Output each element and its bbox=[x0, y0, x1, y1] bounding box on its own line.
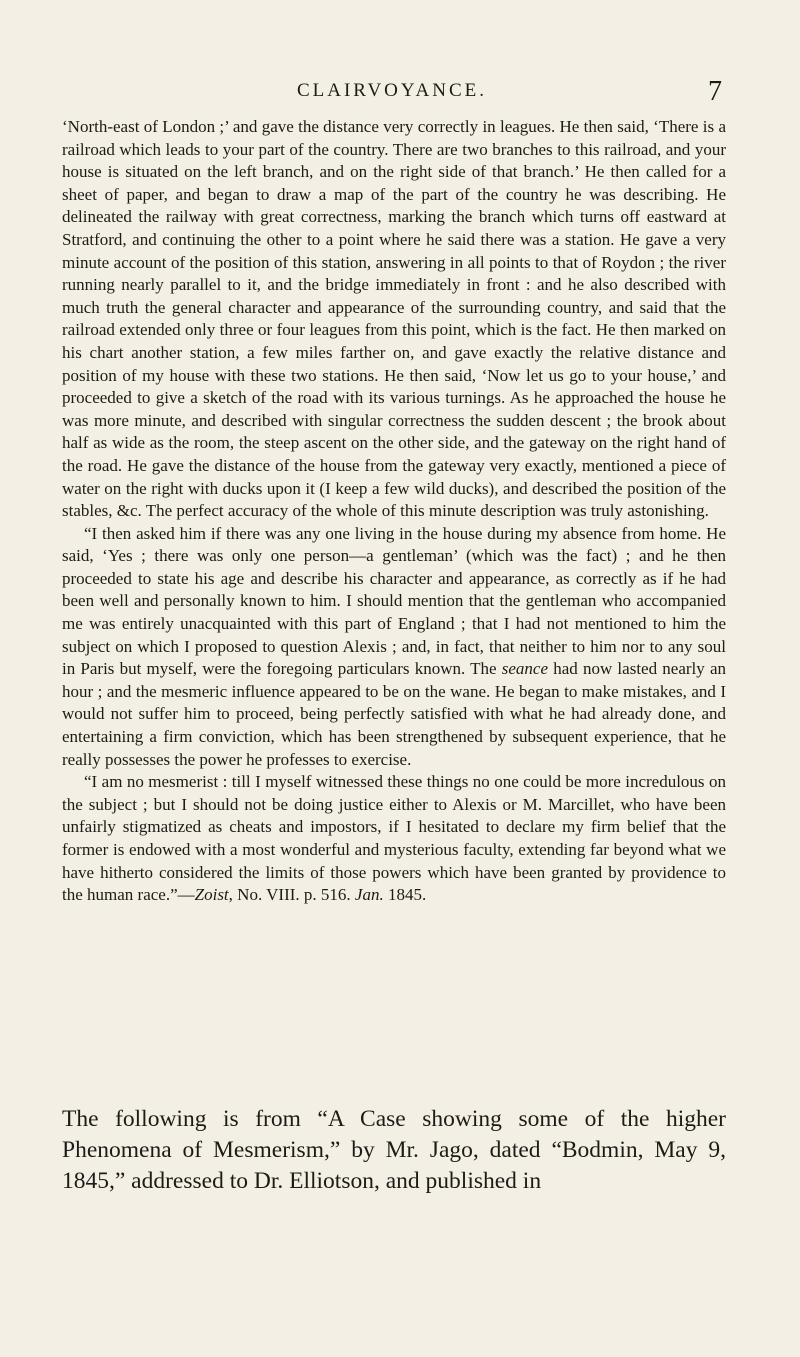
page-number: 7 bbox=[708, 76, 722, 107]
paragraph-text: ‘North-east of London ;’ and gave the distance very correctly in leagues. He then said, ‘There is a railroad which leads to your part of the country. There are two branches to this railroad, and your house is situated on the left branch, and on the right side of that branch.’ He then called for a sheet of paper, and began to draw a map of the part of the country he was describing. He delineated the railway with great correctness, marking the branch which turns off eastward at Stratford, and continuing the other to a point where he said there was a station. He gave a very minute account of the position of this station, answering in all points to that of Roydon ; the river running nearly parallel to it, and the bridge immediately in front : and he also described with much truth the general character and appearance of the surrounding country, and said that the railroad extended only three or four leagues from this point, which is the fact. He then marked on his chart another station, a few miles farther on, and gave exactly the relative distance and position of my house with these two stations. He then said, ‘Now let us go to your house,’ and proceeded to give a sketch of the road with its various turnings. As he approached the house he was more minute, and described with singular correctness the sudden descent ; the brook about half as wide as the room, the steep ascent on the other side, and the gateway on the right hand of the road. He gave the distance of the house from the gateway very exactly, mentioned a piece of water on the right with ducks upon it (I keep a few wild ducks), and described the position of the stables, &c. The perfect accuracy of the whole of this minute description was truly astonishing. bbox=[62, 117, 726, 521]
closing-paragraph bbox=[62, 1104, 726, 1197]
italic-text: Jan. bbox=[354, 885, 384, 905]
paragraph-text: “I then asked him if there was any one living in the house during my absence from home. He said, ‘Yes ; there was only one person—a gentleman’ (which was the fact) ; and he then proceeded to state his age and describe his character and appearance, as correctly as if he had been well and personally known to him. I should mention that the gentleman who accompanied me was entirely unacquainted with this part of England ; that I had not mentioned to him the subject on which I proposed to question Alexis ; and, in fact, that neither to him nor to any soul in Paris but myself, were the foregoing particulars known. The bbox=[62, 523, 726, 679]
closing-text: The following is from “A Case showing some of the higher Phenomena of Mesmerism,” by Mr. Jago, dated “Bodmin, May 9, 1845,” addressed to Dr. Elliotson, and published in bbox=[62, 1106, 726, 1194]
paragraph bbox=[62, 771, 726, 907]
paragraph-text: , No. VIII. p. 516. bbox=[228, 885, 355, 905]
running-title: CLAIRVOYANCE. bbox=[296, 80, 487, 101]
paragraph bbox=[62, 116, 726, 523]
italic-text: Zoist bbox=[194, 885, 229, 905]
running-head bbox=[62, 78, 722, 108]
paragraph-text: had now lasted nearly an hour ; and the mesmeric influence appeared to be on the wane. He began to make mistakes, and I would not suffer him to proceed, being perfectly satisfied with what he had already done, and entertaining a firm conviction, which has been strengthened by subsequent experience, that he really possesses the power he professes to exercise. bbox=[62, 659, 727, 769]
italic-text: seance bbox=[501, 659, 549, 679]
paragraph-text: 1845. bbox=[383, 885, 427, 905]
paragraph-text: “I am no mesmerist : till I myself witnessed these things no one could be more incredulous on the subject ; but I should not be doing justice either to Alexis or M. Marcillet, who have been unfairly stigmatized as cheats and impostors, if I hesitated to declare my firm belief that the former is endowed with a most wonderful and mysterious faculty, extending far beyond what we have hitherto considered the limits of those powers which have been granted by providence to the human race.”— bbox=[62, 772, 726, 905]
body-text bbox=[62, 116, 726, 907]
paragraph bbox=[62, 523, 726, 772]
